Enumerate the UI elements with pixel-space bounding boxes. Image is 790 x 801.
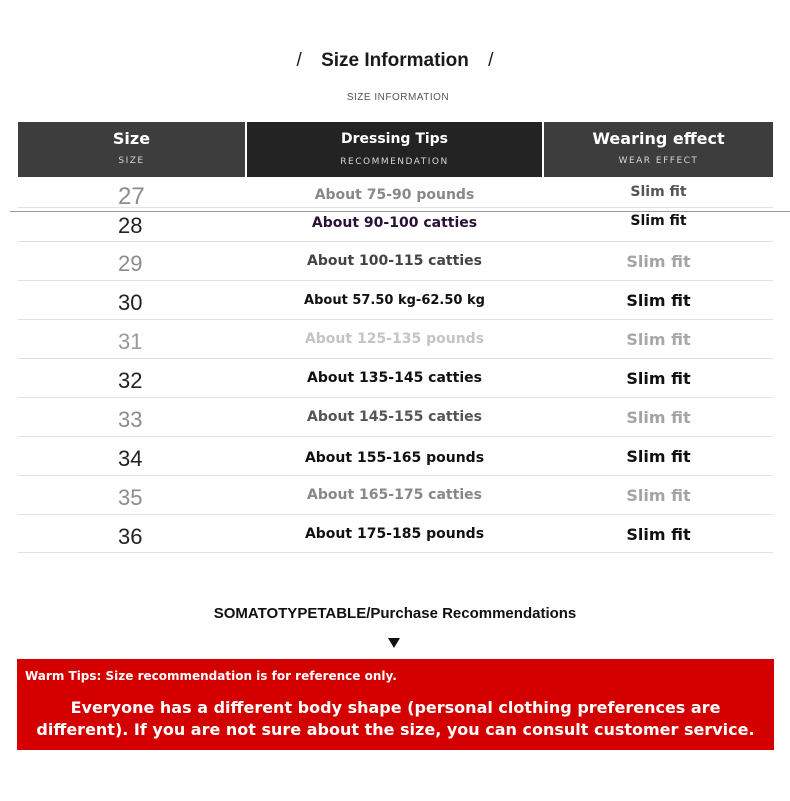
header-tips-sub: RECOMMENDATION bbox=[340, 157, 449, 167]
row-size: 31 bbox=[118, 329, 143, 354]
row-fit: Slim fit bbox=[626, 486, 691, 505]
row-size: 27 bbox=[118, 183, 145, 210]
row-size: 29 bbox=[118, 251, 143, 276]
table-row bbox=[18, 177, 773, 208]
row-size: 33 bbox=[118, 407, 143, 432]
table-row bbox=[18, 320, 773, 359]
header-size-label: Size bbox=[112, 129, 151, 148]
header-tips bbox=[247, 122, 542, 177]
row-size: 35 bbox=[118, 485, 143, 510]
row-tip: About 155-165 pounds bbox=[304, 450, 485, 466]
table-row bbox=[18, 476, 773, 515]
title-slash-left: / bbox=[296, 50, 302, 71]
row-tip: About 165-175 catties bbox=[307, 487, 482, 503]
row-tip: About 175-185 pounds bbox=[304, 526, 485, 542]
row-tip: About 125-135 pounds bbox=[304, 331, 485, 347]
header-size bbox=[18, 122, 245, 177]
title-slash-right: / bbox=[488, 50, 494, 71]
warm-tips-text: Warm Tips: Size recommendation is for reference only. bbox=[25, 669, 397, 683]
table-row bbox=[18, 242, 773, 281]
table-header bbox=[18, 122, 773, 177]
title-text: Size Information bbox=[321, 50, 469, 71]
down-arrow-icon bbox=[388, 638, 400, 648]
recommendation-heading: SOMATOTYPETABLE/Purchase Recommendations bbox=[213, 605, 577, 622]
header-effect-sub: WEAR EFFECT bbox=[618, 156, 699, 166]
warm-tips-banner bbox=[17, 659, 774, 750]
table-row bbox=[18, 515, 773, 553]
header-effect-label: Wearing effect bbox=[592, 129, 725, 148]
row-fit: Slim fit bbox=[626, 447, 691, 466]
page-subtitle: SIZE INFORMATION bbox=[346, 92, 450, 103]
row-fit: Slim fit bbox=[626, 291, 691, 310]
row-size: 30 bbox=[118, 290, 143, 315]
row-size: 36 bbox=[118, 524, 143, 549]
row-fit: Slim fit bbox=[626, 252, 691, 271]
row-tip: About 90-100 catties bbox=[311, 215, 478, 231]
table-row bbox=[18, 281, 773, 320]
row-fit: Slim fit bbox=[630, 213, 687, 229]
table-row bbox=[18, 359, 773, 398]
table-row bbox=[18, 207, 773, 242]
row-tip: About 145-155 catties bbox=[307, 409, 482, 425]
row-fit: Slim fit bbox=[626, 525, 691, 544]
page-title bbox=[0, 50, 790, 80]
row-fit: Slim fit bbox=[626, 408, 691, 427]
header-tips-label: Dressing Tips bbox=[340, 131, 449, 147]
divider-line bbox=[10, 211, 790, 212]
row-tip: About 57.50 kg-62.50 kg bbox=[304, 293, 485, 308]
row-tip: About 100-115 catties bbox=[307, 253, 482, 269]
row-size: 28 bbox=[118, 213, 143, 238]
warm-tips-body: Everyone has a different body shape (personal clothing preferences are different). If you are not sure about the size, you can consult customer service. bbox=[36, 698, 755, 739]
header-size-sub: SIZE bbox=[118, 156, 145, 166]
table-row bbox=[18, 437, 773, 476]
row-fit: Slim fit bbox=[626, 369, 691, 388]
header-effect bbox=[544, 122, 773, 177]
row-fit: Slim fit bbox=[630, 184, 687, 200]
row-size: 34 bbox=[118, 446, 143, 471]
row-tip: About 135-145 catties bbox=[307, 370, 482, 386]
row-size: 32 bbox=[118, 368, 143, 393]
table-row bbox=[18, 398, 773, 437]
row-fit: Slim fit bbox=[626, 330, 691, 349]
row-tip: About 75-90 pounds bbox=[314, 187, 475, 203]
